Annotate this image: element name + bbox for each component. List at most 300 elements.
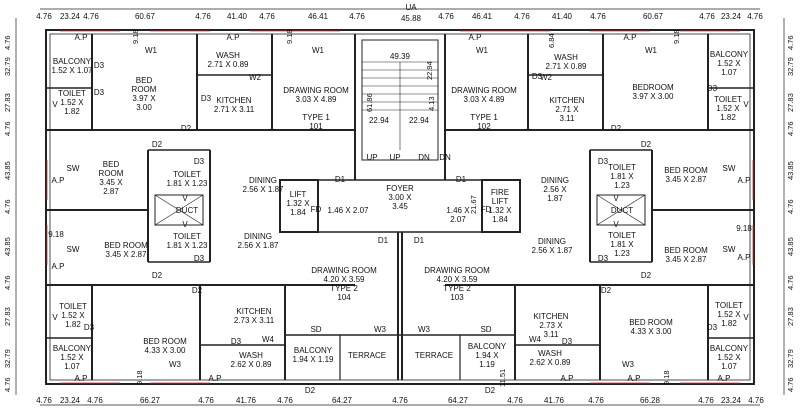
dim-bottom-7: 64.27 bbox=[331, 396, 353, 405]
room-name: KITCHEN bbox=[549, 96, 585, 105]
tag-ap: A.P bbox=[74, 33, 88, 42]
dim-top-13: 41.40 bbox=[551, 12, 573, 21]
room-balcony-tl bbox=[52, 57, 93, 75]
tag-sd: SD bbox=[480, 325, 492, 334]
room-name: WASH bbox=[239, 351, 263, 360]
foyer-right-size: 1.46 X bbox=[446, 206, 470, 215]
room-name: BED bbox=[135, 76, 153, 85]
tag-ap: A.P bbox=[74, 374, 88, 383]
tag-w2: W2 bbox=[540, 73, 552, 82]
room-name: KITCHEN bbox=[236, 307, 272, 316]
room-size: 2.56 X bbox=[543, 185, 567, 194]
tag-d3: D3 bbox=[230, 337, 242, 346]
stair-dn-1: DN bbox=[418, 153, 430, 162]
dim-bottom-4: 4.76 bbox=[198, 396, 214, 405]
room-terrace-l bbox=[348, 351, 386, 360]
room-size: 2.71 X bbox=[555, 105, 579, 114]
room-terrace-r bbox=[415, 351, 453, 360]
room-name: FIRE bbox=[490, 188, 510, 197]
unit-type: TYPE 2 bbox=[330, 284, 358, 293]
tag-d1: D1 bbox=[377, 236, 389, 245]
room-size: 1.52 X bbox=[717, 59, 741, 68]
room-toilet-tl bbox=[58, 89, 86, 116]
tag-w1: W1 bbox=[476, 46, 488, 55]
stair-up-1: UP bbox=[366, 153, 378, 162]
room-name: TOILET bbox=[608, 231, 636, 240]
room-bedroom-tr bbox=[632, 83, 673, 101]
room-size: 1.81 X 1.23 bbox=[166, 241, 208, 250]
room-size: 1.81 X bbox=[610, 172, 634, 181]
room-name: BALCONY bbox=[52, 344, 92, 353]
room-dining-r1 bbox=[541, 176, 569, 203]
stair-width-dim: 49.39 bbox=[389, 52, 411, 61]
tag-d1: D1 bbox=[334, 175, 346, 184]
room-name: TOILET bbox=[58, 89, 86, 98]
room-wash-bl bbox=[231, 351, 272, 369]
room-bedroom-ml bbox=[99, 160, 124, 196]
room-bedroom-tl bbox=[132, 76, 157, 112]
dim-bottom-5: 41.76 bbox=[235, 396, 257, 405]
room-balcony-bm-r bbox=[468, 342, 506, 369]
dim-left-9: 32.79 bbox=[3, 349, 12, 368]
unit-type: TYPE 1 bbox=[302, 113, 330, 122]
tag-w2: W2 bbox=[249, 73, 261, 82]
dim-bottom-0: 4.76 bbox=[36, 396, 52, 405]
room-name: BED ROOM bbox=[104, 241, 148, 250]
room-name: DRAWING ROOM bbox=[451, 86, 517, 95]
dim-right-5: 4.76 bbox=[786, 199, 795, 214]
dim-left-7: 4.76 bbox=[3, 275, 12, 290]
room-size-2: 1.87 bbox=[547, 194, 563, 203]
dim-left-6: 43.85 bbox=[3, 237, 12, 256]
tag-d2: D2 bbox=[484, 386, 496, 395]
room-name: TOILET bbox=[714, 95, 742, 104]
tag-d3: D3 bbox=[93, 88, 105, 97]
room-name: BALCONY bbox=[293, 346, 333, 355]
tag-d3: D3 bbox=[531, 72, 543, 81]
tag-sd: SD bbox=[310, 325, 322, 334]
stair-up-2: UP bbox=[389, 153, 401, 162]
room-name: DRAWING ROOM bbox=[283, 86, 349, 95]
room-size-2: 1.82 bbox=[64, 107, 80, 116]
dim-bottom-16: 4.76 bbox=[748, 396, 764, 405]
room-size: 2.62 X 0.89 bbox=[230, 360, 272, 369]
room-name: TERRACE bbox=[414, 351, 454, 360]
room-bedroom-mr2 bbox=[664, 246, 708, 264]
unit-type: TYPE 2 bbox=[443, 284, 471, 293]
tag-d2: D2 bbox=[610, 124, 622, 133]
dim-top-18: 4.76 bbox=[747, 12, 763, 21]
room-name: WASH bbox=[538, 349, 562, 358]
room-lift bbox=[286, 190, 309, 217]
tag-ap: A.P bbox=[627, 374, 641, 383]
room-size: 2.71 X 0.89 bbox=[545, 62, 587, 71]
dim-bottom-14: 4.76 bbox=[698, 396, 714, 405]
dim-left-10: 4.76 bbox=[3, 377, 12, 392]
dim-top-7: 46.41 bbox=[307, 12, 329, 21]
dim-top-15: 60.67 bbox=[642, 12, 664, 21]
tag-d3: D3 bbox=[200, 94, 212, 103]
room-size-2: 1.82 bbox=[721, 319, 737, 328]
tag-v: V bbox=[613, 194, 619, 203]
room-toilet-tr bbox=[714, 95, 742, 122]
room-toilet-ml1 bbox=[167, 170, 208, 188]
room-size-2: 1.07 bbox=[721, 362, 737, 371]
room-size: 4.33 X 3.00 bbox=[630, 327, 672, 336]
tag-sw: SW bbox=[66, 164, 80, 173]
dim-left-4: 43.85 bbox=[3, 161, 12, 180]
room-name: TOILET bbox=[173, 170, 201, 179]
landing-left-dim: 22.94 bbox=[368, 116, 390, 125]
tag-w3: W3 bbox=[622, 360, 634, 369]
dim-bottom-15: 23.24 bbox=[720, 396, 742, 405]
room-name: TERRACE bbox=[347, 351, 387, 360]
tag-w3: W3 bbox=[169, 360, 181, 369]
dim-right-1: 32.79 bbox=[786, 57, 795, 76]
tag-v: V bbox=[743, 100, 749, 109]
room-size-2: 3.11 bbox=[543, 330, 559, 339]
room-size: 2.73 X 3.11 bbox=[233, 316, 275, 325]
room-name: DRAWING ROOM bbox=[424, 266, 490, 275]
room-size: 3.45 X bbox=[99, 178, 123, 187]
unit-number: 104 bbox=[337, 293, 351, 302]
room-name: TOILET bbox=[173, 232, 201, 241]
room-balcony-br bbox=[710, 344, 748, 371]
room-toilet-ml2 bbox=[167, 232, 208, 250]
room-size: 1.52 X 1.07 bbox=[51, 66, 93, 75]
stair-height-dim: 61.86 bbox=[365, 93, 374, 112]
room-bedroom-bl bbox=[143, 337, 187, 355]
room-size: 1.32 X bbox=[286, 199, 310, 208]
tag-v: V bbox=[182, 220, 188, 229]
tag-ap: A.P bbox=[737, 253, 751, 262]
room-toilet-mr1 bbox=[608, 163, 636, 190]
tag-w4: W4 bbox=[262, 335, 274, 344]
dim-right-9: 32.79 bbox=[786, 349, 795, 368]
tag-918: 9.18 bbox=[736, 224, 752, 233]
room-name: BALCONY bbox=[467, 342, 507, 351]
room-name: BALCONY bbox=[709, 344, 749, 353]
tag-ap: A.P bbox=[226, 33, 240, 42]
tag-v: V bbox=[52, 313, 58, 322]
dim-top-1: 23.24 bbox=[59, 12, 81, 21]
room-size-2: 1.84 bbox=[492, 215, 508, 224]
room-name: TOILET bbox=[715, 301, 743, 310]
tag-d3: D3 bbox=[93, 61, 105, 70]
dim-right-10: 4.76 bbox=[786, 377, 795, 392]
dim-right-8: 27.83 bbox=[786, 307, 795, 326]
room-size-2: 3.45 bbox=[392, 202, 408, 211]
stair-right-dim: 4.13 bbox=[427, 96, 436, 111]
room-size-2: 1.84 bbox=[290, 208, 306, 217]
room-size: 4.20 X 3.59 bbox=[436, 275, 478, 284]
room-size-2: 1.82 bbox=[720, 113, 736, 122]
room-size-2: 3.11 bbox=[559, 114, 575, 123]
room-wash-br bbox=[530, 349, 571, 367]
tag-d2: D2 bbox=[304, 386, 316, 395]
dim-bottom-11: 41.76 bbox=[543, 396, 565, 405]
dim-right-4: 43.85 bbox=[786, 161, 795, 180]
tag-ap: A.P bbox=[717, 374, 731, 383]
tag-ap: A.P bbox=[468, 33, 482, 42]
room-foyer bbox=[386, 184, 414, 211]
tag-918: 9.18 bbox=[285, 29, 294, 44]
dim-top-12: 4.76 bbox=[514, 12, 530, 21]
room-size: 3.03 X 4.89 bbox=[463, 95, 505, 104]
room-size: 2.62 X 0.89 bbox=[529, 358, 571, 367]
tag-d3: D3 bbox=[597, 157, 609, 166]
stair-mid-dim: 22.94 bbox=[425, 61, 434, 80]
dim-top-6: 4.76 bbox=[259, 12, 275, 21]
duct-right: DUCT bbox=[610, 206, 634, 215]
tag-684: 6.84 bbox=[547, 33, 556, 48]
room-size: 3.97 X 3.00 bbox=[632, 92, 674, 101]
tag-d2: D2 bbox=[640, 271, 652, 280]
dim-top-5: 41.40 bbox=[226, 12, 248, 21]
stair-dn-2: DN bbox=[439, 153, 451, 162]
dim-top-17: 23.24 bbox=[720, 12, 742, 21]
room-bedroom-ml2 bbox=[104, 241, 148, 259]
tag-v: V bbox=[613, 220, 619, 229]
dim-bottom-12: 4.76 bbox=[588, 396, 604, 405]
room-name: KITCHEN bbox=[533, 312, 569, 321]
room-size: 1.94 X 1.19 bbox=[292, 355, 334, 364]
dim-top-3: 60.67 bbox=[134, 12, 156, 21]
room-size: 1.32 X bbox=[488, 206, 512, 215]
dim-top-11: 46.41 bbox=[471, 12, 493, 21]
room-size: 1.52 X bbox=[61, 311, 85, 320]
room-size: 1.52 X bbox=[717, 353, 741, 362]
room-name: BED ROOM bbox=[664, 166, 708, 175]
room-toilet-bl bbox=[59, 302, 87, 329]
room-name: BED ROOM bbox=[629, 318, 673, 327]
room-name: TOILET bbox=[608, 163, 636, 172]
room-kitchen-tl bbox=[214, 96, 254, 114]
dim-left-2: 27.83 bbox=[3, 93, 12, 112]
tag-sw: SW bbox=[722, 164, 736, 173]
dim-right-0: 4.76 bbox=[786, 35, 795, 50]
room-balcony-bl bbox=[53, 344, 91, 371]
room-name: DINING bbox=[248, 176, 277, 185]
room-drawing-102 bbox=[451, 86, 516, 131]
tag-918: 9.18 bbox=[135, 370, 144, 385]
ua-label: UA bbox=[405, 3, 417, 12]
room-name-2: ROOM bbox=[131, 85, 157, 94]
room-size: 2.56 X 1.87 bbox=[242, 185, 284, 194]
dim-top-10: 4.76 bbox=[438, 12, 454, 21]
room-name-2: LIFT bbox=[491, 197, 509, 206]
tag-918: 9.18 bbox=[662, 370, 671, 385]
tag-d3: D3 bbox=[193, 157, 205, 166]
dim-top-14: 4.76 bbox=[590, 12, 606, 21]
tag-fd: FD bbox=[310, 205, 322, 214]
tag-v: V bbox=[52, 100, 58, 109]
room-name: BEDROOM bbox=[632, 83, 674, 92]
tag-sw: SW bbox=[66, 245, 80, 254]
room-size: 3.00 X bbox=[388, 193, 412, 202]
dim-left-0: 4.76 bbox=[3, 35, 12, 50]
room-size: 3.45 X 2.87 bbox=[665, 255, 707, 264]
room-drawing-101 bbox=[283, 86, 348, 131]
room-name: BED ROOM bbox=[143, 337, 187, 346]
room-name: DINING bbox=[537, 237, 566, 246]
dim-bottom-10: 4.76 bbox=[507, 396, 523, 405]
tag-918: 9.18 bbox=[672, 29, 681, 44]
tag-w4: W4 bbox=[529, 335, 541, 344]
tag-d2: D2 bbox=[640, 140, 652, 149]
dim-right-3: 4.76 bbox=[786, 121, 795, 136]
room-size: 1.52 X bbox=[717, 310, 741, 319]
room-name: BALCONY bbox=[709, 50, 749, 59]
room-size: 4.20 X 3.59 bbox=[323, 275, 365, 284]
fire-lift-dim: 21.67 bbox=[469, 195, 478, 214]
dim-left-1: 32.79 bbox=[3, 57, 12, 76]
room-size-2: 1.07 bbox=[721, 68, 737, 77]
dim-bottom-2: 4.76 bbox=[87, 396, 103, 405]
dim-bottom-1: 23.24 bbox=[59, 396, 81, 405]
room-size: 3.03 X 4.89 bbox=[295, 95, 337, 104]
unit-number: 101 bbox=[309, 122, 323, 131]
tag-w3: W3 bbox=[374, 325, 386, 334]
tag-w3: W3 bbox=[418, 325, 430, 334]
tag-d2: D2 bbox=[151, 140, 163, 149]
room-size: 2.56 X 1.87 bbox=[531, 246, 573, 255]
dim-top-16: 4.76 bbox=[699, 12, 715, 21]
room-wash-tr bbox=[546, 53, 587, 71]
room-size: 4.33 X 3.00 bbox=[144, 346, 186, 355]
room-drawing-103 bbox=[424, 266, 489, 302]
room-name: WASH bbox=[216, 51, 240, 60]
room-balcony-bm-l bbox=[293, 346, 334, 364]
tag-d2: D2 bbox=[191, 286, 203, 295]
room-name: FOYER bbox=[386, 184, 414, 193]
tag-ap: A.P bbox=[51, 262, 65, 271]
room-name: DRAWING ROOM bbox=[311, 266, 377, 275]
unit-type: TYPE 1 bbox=[470, 113, 498, 122]
room-name: DINING bbox=[243, 232, 272, 241]
landing-right-dim: 22.94 bbox=[408, 116, 430, 125]
room-size: 1.94 X bbox=[475, 351, 499, 360]
room-size-2: 3.00 bbox=[136, 103, 152, 112]
tag-918: 9.18 bbox=[131, 29, 140, 44]
room-dining-r2 bbox=[532, 237, 573, 255]
foyer-left-size: 1.46 X 2.07 bbox=[327, 206, 369, 215]
room-toilet-mr2 bbox=[608, 231, 636, 258]
tag-d3: D3 bbox=[561, 337, 573, 346]
room-drawing-104 bbox=[311, 266, 376, 302]
tag-v: V bbox=[743, 313, 749, 322]
room-name: TOILET bbox=[59, 302, 87, 311]
tag-sw: SW bbox=[722, 245, 736, 254]
room-size-2: 1.07 bbox=[64, 362, 80, 371]
room-size-2: 1.19 bbox=[479, 360, 495, 369]
room-kitchen-tr bbox=[549, 96, 584, 123]
dim-bottom-9: 64.27 bbox=[447, 396, 469, 405]
unit-number: 103 bbox=[450, 293, 464, 302]
room-name: LIFT bbox=[289, 190, 307, 199]
dim-right-2: 27.83 bbox=[786, 93, 795, 112]
room-balcony-tr bbox=[710, 50, 748, 77]
room-size: 3.45 X 2.87 bbox=[105, 250, 147, 259]
tag-d2: D2 bbox=[151, 271, 163, 280]
tag-ap: A.P bbox=[737, 176, 751, 185]
room-name: BALCONY bbox=[52, 57, 92, 66]
tag-w1: W1 bbox=[645, 46, 657, 55]
room-size: 2.71 X 3.11 bbox=[213, 105, 255, 114]
dim-right-6: 43.85 bbox=[786, 237, 795, 256]
dim-bottom-8: 4.76 bbox=[392, 396, 408, 405]
room-size: 2.71 X 0.89 bbox=[207, 60, 249, 69]
tag-fd: FD bbox=[480, 205, 492, 214]
room-size: 2.56 X 1.87 bbox=[237, 241, 279, 250]
dim-left-5: 4.76 bbox=[3, 199, 12, 214]
tag-d2: D2 bbox=[600, 286, 612, 295]
tag-d1: D1 bbox=[413, 236, 425, 245]
dim-top-8: 4.76 bbox=[349, 12, 365, 21]
room-name: BED bbox=[102, 160, 120, 169]
room-size: 1.52 X bbox=[716, 104, 740, 113]
room-fire-lift bbox=[488, 188, 511, 224]
room-bedroom-mr bbox=[664, 166, 708, 184]
tag-d3: D3 bbox=[706, 84, 718, 93]
room-size: 1.52 X bbox=[60, 98, 84, 107]
tag-ap: A.P bbox=[208, 374, 222, 383]
tag-ap: A.P bbox=[623, 33, 637, 42]
room-size-2: 1.82 bbox=[65, 320, 81, 329]
dim-bottom-13: 66.28 bbox=[639, 396, 661, 405]
room-size: 2.73 X bbox=[539, 321, 563, 330]
room-size: 1.81 X bbox=[610, 240, 634, 249]
room-toilet-br bbox=[715, 301, 743, 328]
tag-ap: A.P bbox=[560, 374, 574, 383]
dim-top-9: 45.88 bbox=[400, 14, 422, 23]
room-size: 3.97 X bbox=[132, 94, 156, 103]
room-name: KITCHEN bbox=[216, 96, 252, 105]
dim-left-3: 4.76 bbox=[3, 121, 12, 136]
room-name: WASH bbox=[554, 53, 578, 62]
room-size: 1.81 X 1.23 bbox=[166, 179, 208, 188]
tag-d3: D3 bbox=[597, 254, 609, 263]
tag-d3: D3 bbox=[193, 254, 205, 263]
tag-1151: 11.51 bbox=[498, 368, 507, 387]
dim-top-2: 4.76 bbox=[83, 12, 99, 21]
dim-right-7: 4.76 bbox=[786, 275, 795, 290]
room-name: BED ROOM bbox=[664, 246, 708, 255]
dim-top-4: 4.76 bbox=[195, 12, 211, 21]
room-dining-l2 bbox=[238, 232, 279, 250]
dim-bottom-3: 66.27 bbox=[139, 396, 161, 405]
room-kitchen-bl bbox=[234, 307, 274, 325]
tag-w1: W1 bbox=[145, 46, 157, 55]
room-dining-l1 bbox=[243, 176, 284, 194]
room-size-2: 1.23 bbox=[614, 249, 630, 258]
foyer-right-size-2: 2.07 bbox=[450, 215, 466, 224]
room-name: DINING bbox=[541, 176, 569, 185]
room-size: 1.52 X bbox=[60, 353, 84, 362]
tag-w1: W1 bbox=[312, 46, 324, 55]
dim-top-0: 4.76 bbox=[36, 12, 52, 21]
room-bedroom-br bbox=[629, 318, 673, 336]
duct-left: DUCT bbox=[175, 206, 199, 215]
room-size: 3.45 X 2.87 bbox=[665, 175, 707, 184]
room-size-2: 1.23 bbox=[614, 181, 630, 190]
tag-d2: D2 bbox=[180, 124, 192, 133]
tag-d3: D3 bbox=[706, 323, 718, 332]
dim-bottom-6: 4.76 bbox=[277, 396, 293, 405]
room-wash-tl bbox=[208, 51, 249, 69]
tag-ap: A.P bbox=[51, 176, 65, 185]
dim-left-8: 27.83 bbox=[3, 307, 12, 326]
